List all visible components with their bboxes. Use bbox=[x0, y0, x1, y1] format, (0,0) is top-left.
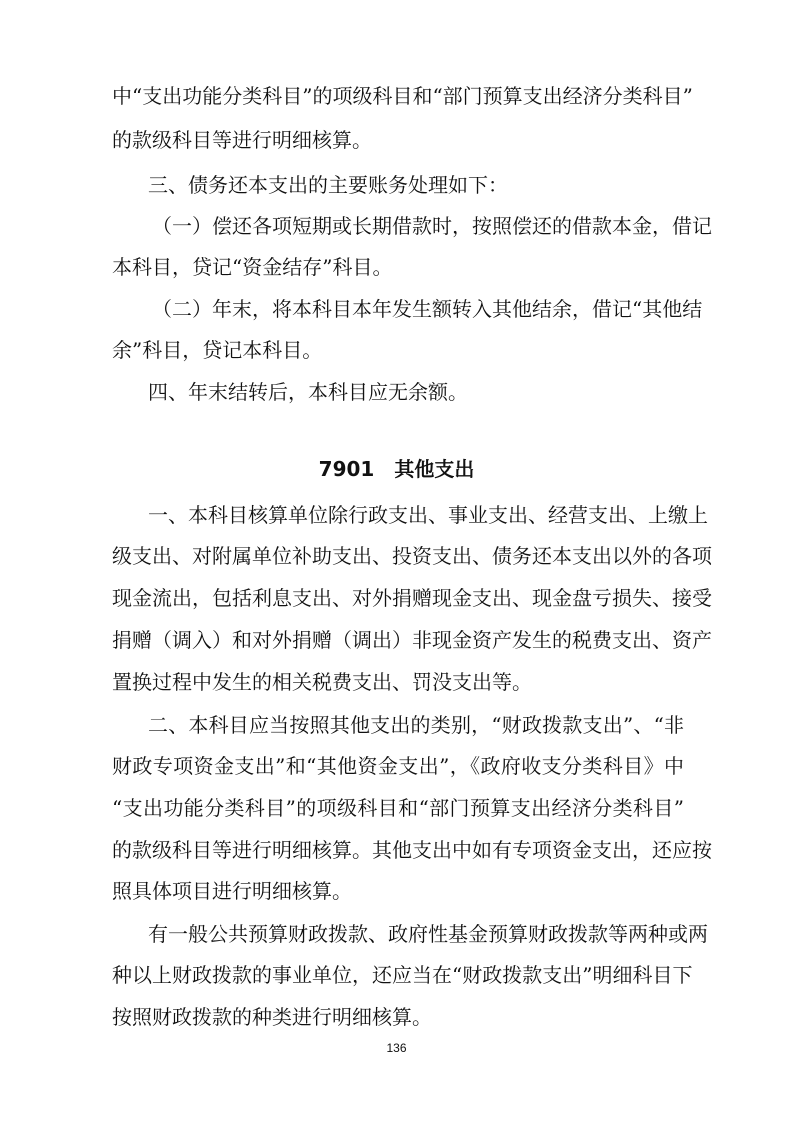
paragraph-line: 现金流出，包括利息支出、对外捐赠现金支出、现金盘亏损失、接受 bbox=[112, 586, 712, 610]
paragraph-line: 四、年末结转后，本科目应无余额。 bbox=[148, 380, 468, 404]
paragraph-line: 二、本科目应当按照其他支出的类别，“财政拨款支出”、“非 bbox=[148, 713, 684, 737]
paragraph-line: 捐赠（调入）和对外捐赠（调出）非现金资产发生的税费支出、资产 bbox=[112, 628, 712, 652]
paragraph-line: 余”科目，贷记本科目。 bbox=[112, 338, 323, 362]
paragraph-line: 中“支出功能分类科目”的项级科目和“部门预算支出经济分类科目” bbox=[112, 84, 693, 108]
page-number: 136 bbox=[386, 1041, 407, 1055]
paragraph-line: 照具体项目进行明细核算。 bbox=[112, 879, 352, 903]
paragraph-line: 本科目，贷记“资金结存”科目。 bbox=[112, 255, 393, 279]
paragraph-line: （二）年末，将本科目本年发生额转入其他结余，借记“其他结 bbox=[152, 297, 703, 321]
paragraph-line: 种以上财政拨款的事业单位，还应当在“财政拨款支出”明细科目下 bbox=[112, 963, 693, 987]
paragraph-line: 有一般公共预算财政拨款、政府性基金预算财政拨款等两种或两 bbox=[148, 922, 708, 946]
paragraph-line: （一）偿还各项短期或长期借款时，按照偿还的借款本金，借记 bbox=[152, 214, 712, 238]
paragraph-line: 三、债务还本支出的主要账务处理如下： bbox=[148, 173, 508, 197]
paragraph-line: 财政专项资金支出”和“其他资金支出”，《政府收支分类科目》中 bbox=[112, 754, 684, 778]
paragraph-line: 级支出、对附属单位补助支出、投资支出、债务还本支出以外的各项 bbox=[112, 544, 712, 568]
paragraph-line: 一、本科目核算单位除行政支出、事业支出、经营支出、上缴上 bbox=[148, 503, 708, 527]
paragraph-line: 按照财政拨款的种类进行明细核算。 bbox=[112, 1005, 432, 1029]
paragraph-line: “支出功能分类科目”的项级科目和“部门预算支出经济分类科目” bbox=[112, 796, 684, 820]
paragraph-line: 置换过程中发生的相关税费支出、罚没支出等。 bbox=[112, 670, 532, 694]
paragraph-line: 的款级科目等进行明细核算。 bbox=[112, 128, 372, 152]
section-heading: 7901 其他支出 bbox=[318, 457, 475, 481]
paragraph-line: 的款级科目等进行明细核算。其他支出中如有专项资金支出，还应按 bbox=[112, 838, 712, 862]
